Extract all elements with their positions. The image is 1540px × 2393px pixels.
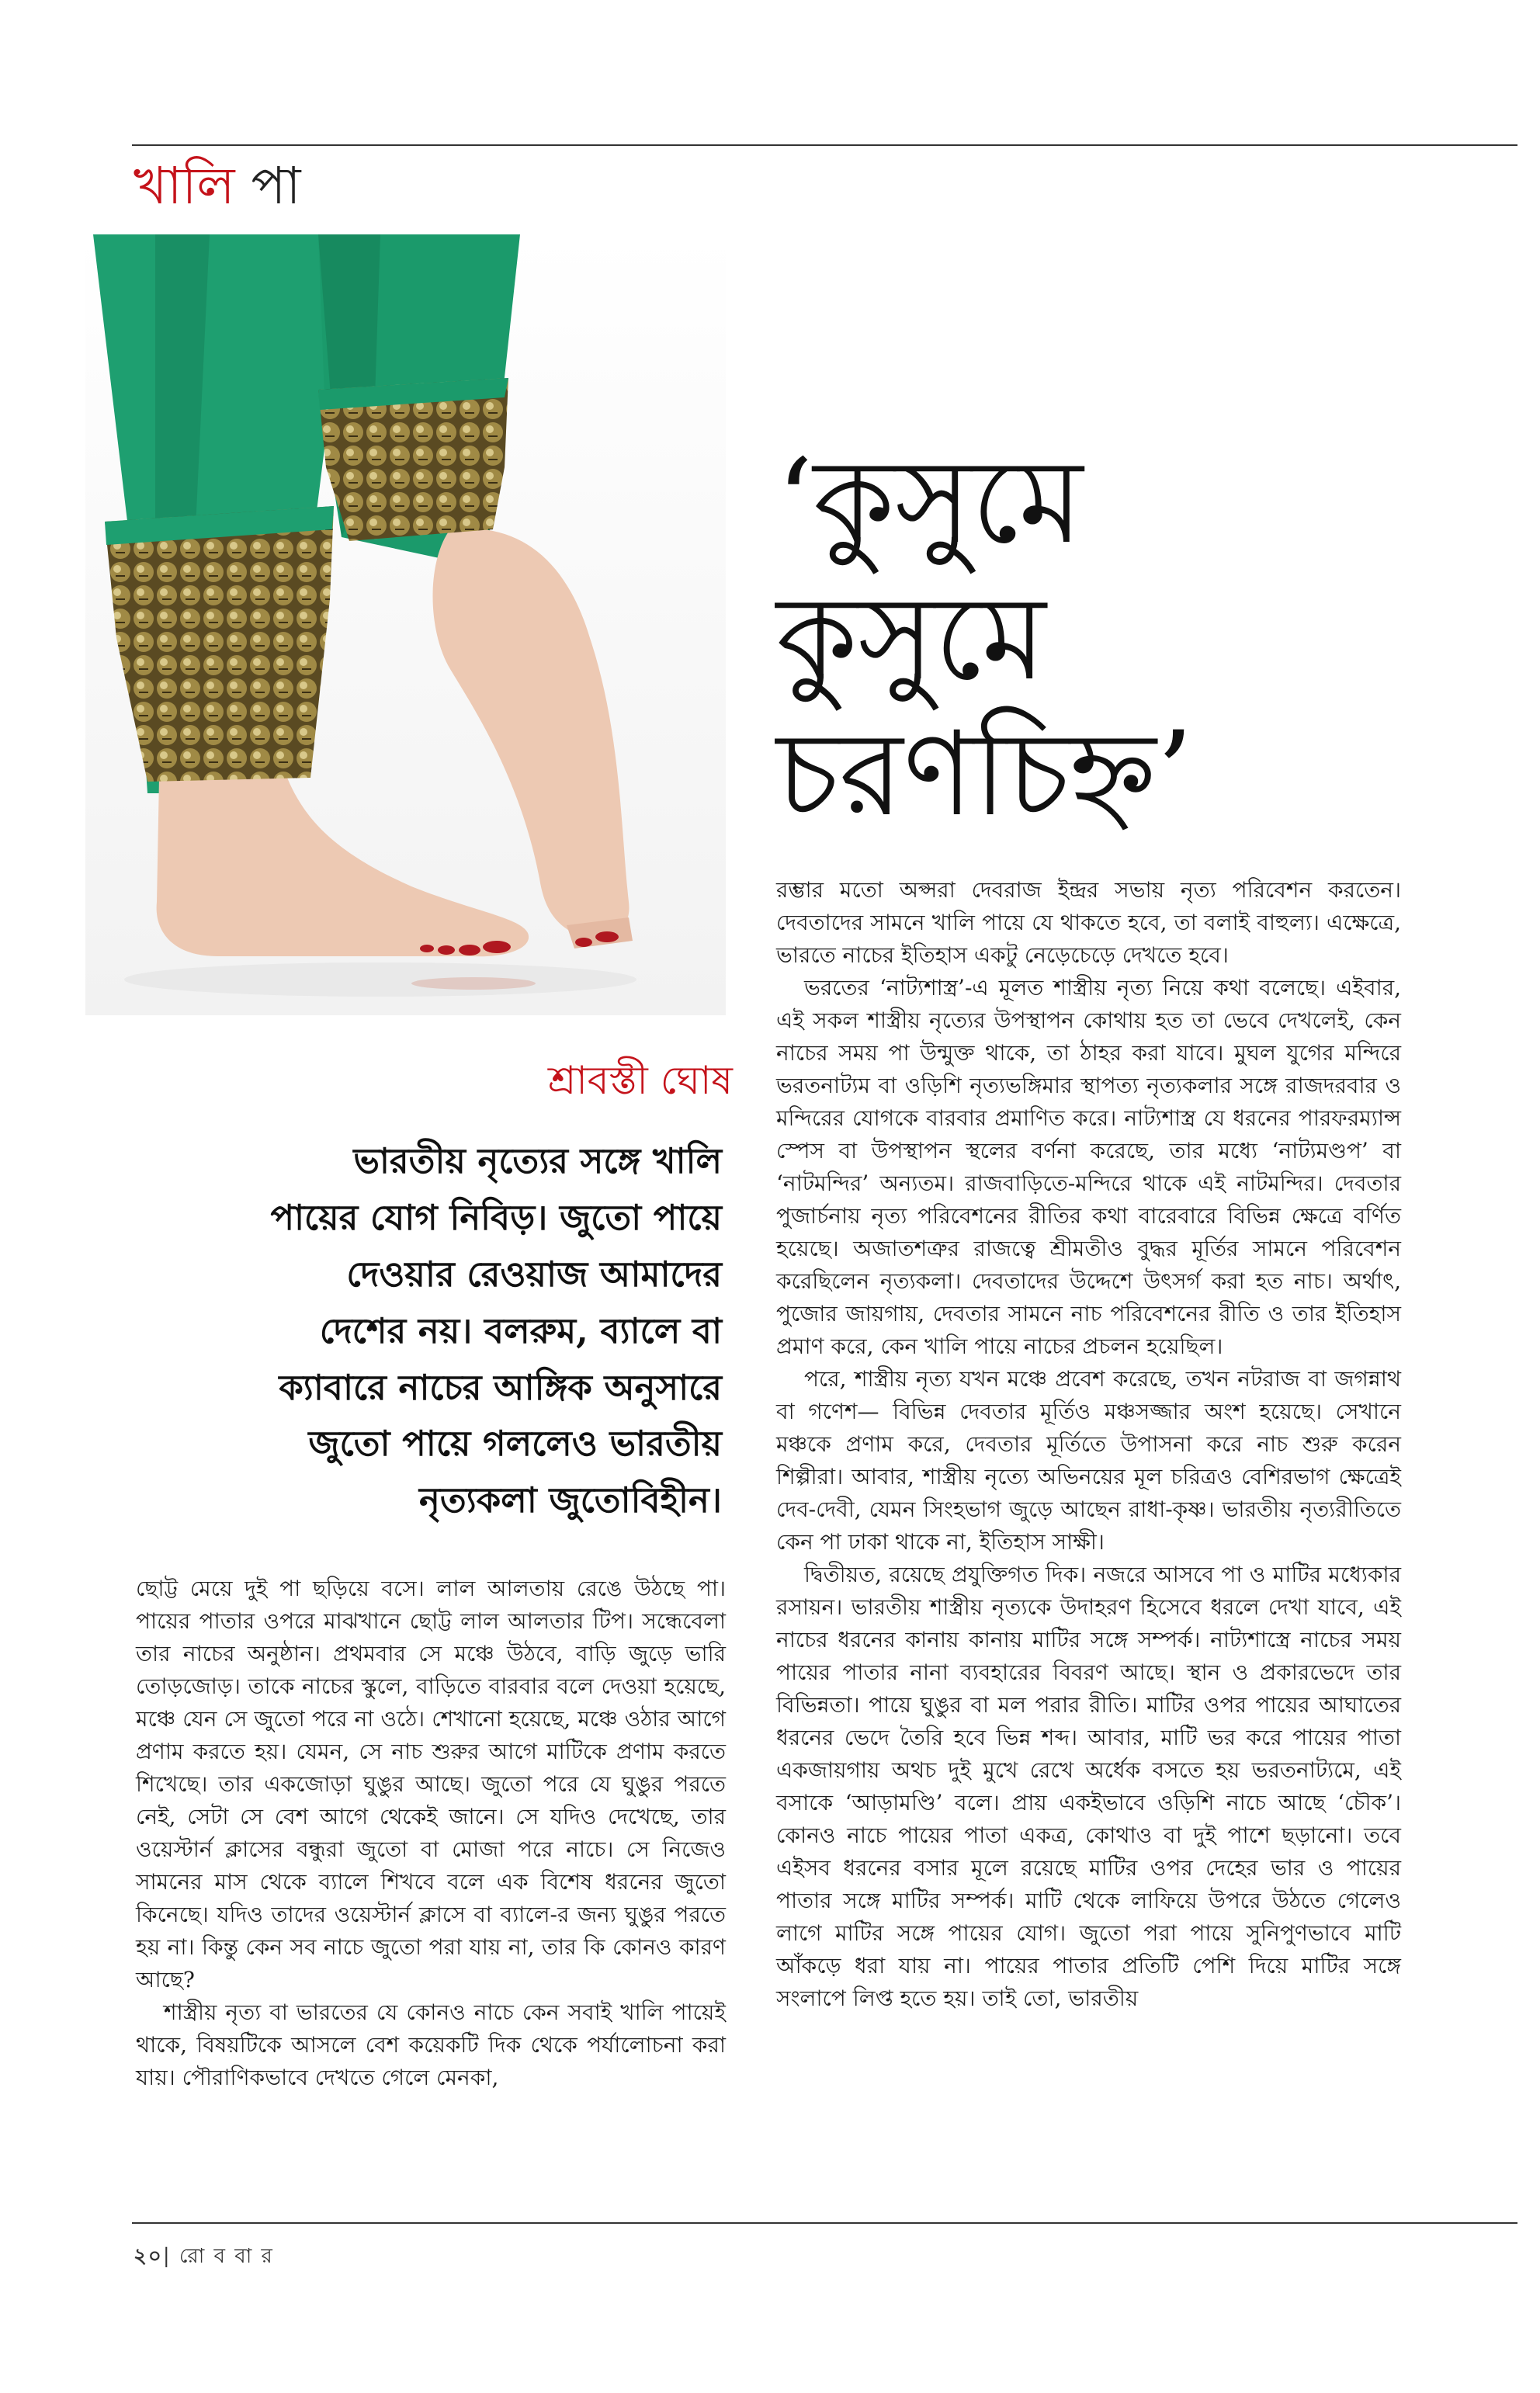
- body-paragraph: শাস্ত্রীয় নৃত্য বা ভারতের যে কোনও নাচে কেন সবাই খালি পায়েই থাকে, বিষয়টিকে আসলে বেশ কয়েকটি দিক থেকে পর্যালোচনা করা যায়। পৌরাণিকভাবে দেখতে গেলে মেনকা,: [136, 1999, 726, 2090]
- body-paragraph: রম্ভার মতো অপ্সরা দেবরাজ ইন্দ্রর সভায় নৃত্য পরিবেশন করতেন। দেবতাদের সামনে খালি পায়ে যে থাকতে হবে, তা বলাই বাহুল্য। এক্ষেত্রে, ভারতে নাচের ইতিহাস একটু নেড়েচেড়ে দেখতে হবে।: [776, 877, 1401, 968]
- body-paragraph: পরে, শাস্ত্রীয় নৃত্য যখন মঞ্চে প্রবেশ করেছে, তখন নটরাজ বা জগন্নাথ বা গণেশ— বিভিন্ন দেবতার মূর্তিও মঞ্চসজ্জার অংশ হয়েছে। সেখানে মঞ্চকে প্রণাম করে, দেবতার মূর্তিতে উপাসনা করে নাচ শুরু করেন শিল্পীরা। আবার, শাস্ত্রীয় নৃত্যে অভিনয়ের মূল চরিত্রও বেশিরভাগ ক্ষেত্রেই দেব-দেবী, যেমন সিংহভাগ জুড়ে আছেন রাধা-কৃষ্ণ। ভারতীয় নৃত্যরীতিতে কেন পা ঢাকা থাকে না, ইতিহাস সাক্ষী।: [776, 1366, 1401, 1555]
- body-column-right: [776, 874, 1401, 2015]
- byline: শ্রাবস্তী ঘোষ: [547, 1058, 733, 1103]
- magazine-name: রো ব বা র: [179, 2245, 274, 2268]
- body-paragraph: দ্বিতীয়ত, রয়েছে প্রযুক্তিগত দিক। নজরে আসবে পা ও মাটির মধ্যেকার রসায়ন। ভারতীয় শাস্ত্রীয় নৃত্যকে উদাহরণ হিসেবে ধরলে দেখা যাবে, এই নাচের ধরনের কানায় কানায় মাটির সঙ্গে সম্পর্ক। নাট্যশাস্ত্রে নাচের সময় পায়ের পাতার নানা ব্যবহারের বিবরণ আছে। স্থান ও প্রকারভেদে তার বিভিন্নতা। পায়ে ঘুঙুর বা মল পরার রীতি। মাটির ওপর পায়ের আঘাতের ধরনের ভেদে তৈরি হবে ভিন্ন শব্দ। আবার, মাটি ভর করে পায়ের পাতা একজায়গায় অথচ দুই মুখে রেখে অর্ধেক বসতে হয় ভরতনাট্যমে, এই বসাকে ‘আড়ামণ্ডি’ বলে। প্রায় একইভাবে ওড়িশি নাচে আছে ‘চৌক’। কোনও নাচে পায়ের পাতা একত্র, কোথাও বা দুই পাশে ছড়ানো। তবে এইসব ধরনের বসার মূলে রয়েছে মাটির ওপর দেহের ভার ও পায়ের পাতার সঙ্গে মাটির সম্পর্ক। মাটি থেকে লাফিয়ে উপরে উঠতে গেলেও লাগে মাটির সঙ্গে পায়ের যোগ। জুতো পরা পায়ে সুনিপুণভাবে মাটি আঁকড়ে ধরা যায় না। পায়ের পাতার প্রতিটি পেশি দিয়ে মাটির সঙ্গে সংলাপে লিপ্ত হতে হয়। তাই তো, ভারতীয়: [776, 1562, 1401, 2011]
- headline-line-3: চরণচিহ্ন’: [776, 707, 1194, 842]
- section-label-rest: পা: [251, 156, 301, 216]
- headline-line-1: ‘কুসুমে: [776, 435, 1084, 570]
- bottom-rule: [132, 2222, 1517, 2224]
- page-footer: ২০| রো ব বা র: [134, 2245, 274, 2268]
- body-paragraph: ছোট্ট মেয়ে দুই পা ছড়িয়ে বসে। লাল আলতায় রেঙে উঠছে পা। পায়ের পাতার ওপরে মাঝখানে ছোট্ট লাল আলতার টিপ। সন্ধেবেলা তার নাচের অনুষ্ঠান। প্রথমবার সে মঞ্চে উঠবে, বাড়ি জুড়ে ভারি তোড়জোড়। তাকে নাচের স্কুলে, বাড়িতে বারবার বলে দেওয়া হয়েছে, মঞ্চে যেন সে জুতো পরে না ওঠে। শেখানো হয়েছে, মঞ্চে ওঠার আগে প্রণাম করতে হয়। যেমন, সে নাচ শুরুর আগে মাটিকে প্রণাম করতে শিখেছে। তার একজোড়া ঘুঙুর আছে। জুতো পরে যে ঘুঙুর পরতে নেই, সেটা সে বেশ আগে থেকেই জানে। সে যদিও দেখেছে, তার ওয়েস্টার্ন ক্লাসের বন্ধুরা জুতো বা মোজা পরে নাচে। সে নিজেও সামনের মাস থেকে ব্যালে শিখবে বলে এক বিশেষ ধরনের জুতো কিনেছে। যদিও তাদের ওয়েস্টার্ন ক্লাসে বা ব্যালে-র জন্য ঘুঙুর পরতে হয় না। কিন্তু কেন সব নাচে জুতো পরা যায় না, তার কি কোনও কারণ আছে?: [136, 1576, 726, 1992]
- headline-line-2: কুসুমে: [776, 571, 1046, 706]
- page-number: ২০: [134, 2245, 163, 2268]
- section-label: [134, 158, 300, 215]
- body-column-left: [136, 1573, 726, 2094]
- standfirst: ভারতীয় নৃত্যের সঙ্গে খালি পায়ের যোগ নিবিড়। জুতো পায়ে দেওয়ার রেওয়াজ আমাদের দেশের নয়। বলরুম, ব্যালে বা ক্যাবারে নাচের আঙ্গিক অনুসারে জুতো পায়ে গললেও ভারতীয় নৃত্যকলা জুতোবিহীন।: [270, 1140, 722, 1521]
- section-label-highlight: খালি: [134, 156, 235, 216]
- photo-dancer-feet: [85, 234, 726, 1015]
- body-paragraph: ভরতের ‘নাট্যশাস্ত্র’-এ মূলত শাস্ত্রীয় নৃত্য নিয়ে কথা বলেছে। এইবার, এই সকল শাস্ত্রীয় নৃত্যের উপস্থাপন কোথায় হত তা ভেবে দেখলেই, কেন নাচের সময় পা উন্মুক্ত থাকে, তা ঠাহর করা যাবে। মুঘল যুগের মন্দিরে ভরতনাট্যম বা ওড়িশি নৃত্যভঙ্গিমার স্থাপত্য নৃত্যকলার সঙ্গে রাজদরবার ও মন্দিরের যোগকে বারবার প্রমাণিত করে। নাট্যশাস্ত্র যে ধরনের পারফরম্যান্স স্পেস বা উপস্থাপন স্থলের বর্ণনা করেছে, তার মধ্যে ‘নাট্যমণ্ডপ’ বা ‘নাটমন্দির’ অন্যতম। রাজবাড়িতে-মন্দিরে থাকে এই নাটমন্দির। দেবতার পুজার্চনায় নৃত্য পরিবেশনের রীতির কথা বারেবারে বিভিন্ন ক্ষেত্রে বর্ণিত হয়েছে। অজাতশত্রুর রাজত্বে শ্রীমতীও বুদ্ধর মূর্তির সামনে পরিবেশন করেছিলেন নৃত্যকলা। দেবতাদের উদ্দেশে উৎসর্গ করা হত নাচ। অর্থাৎ, পুজোর জায়গায়, দেবতার সামনে নাচ পরিবেশনের রীতি ও তার ইতিহাস প্রমাণ করে, কেন খালি পায়ে নাচের প্রচলন হয়েছিল।: [776, 975, 1401, 1359]
- top-rule: [132, 144, 1517, 146]
- headline: [776, 435, 1304, 844]
